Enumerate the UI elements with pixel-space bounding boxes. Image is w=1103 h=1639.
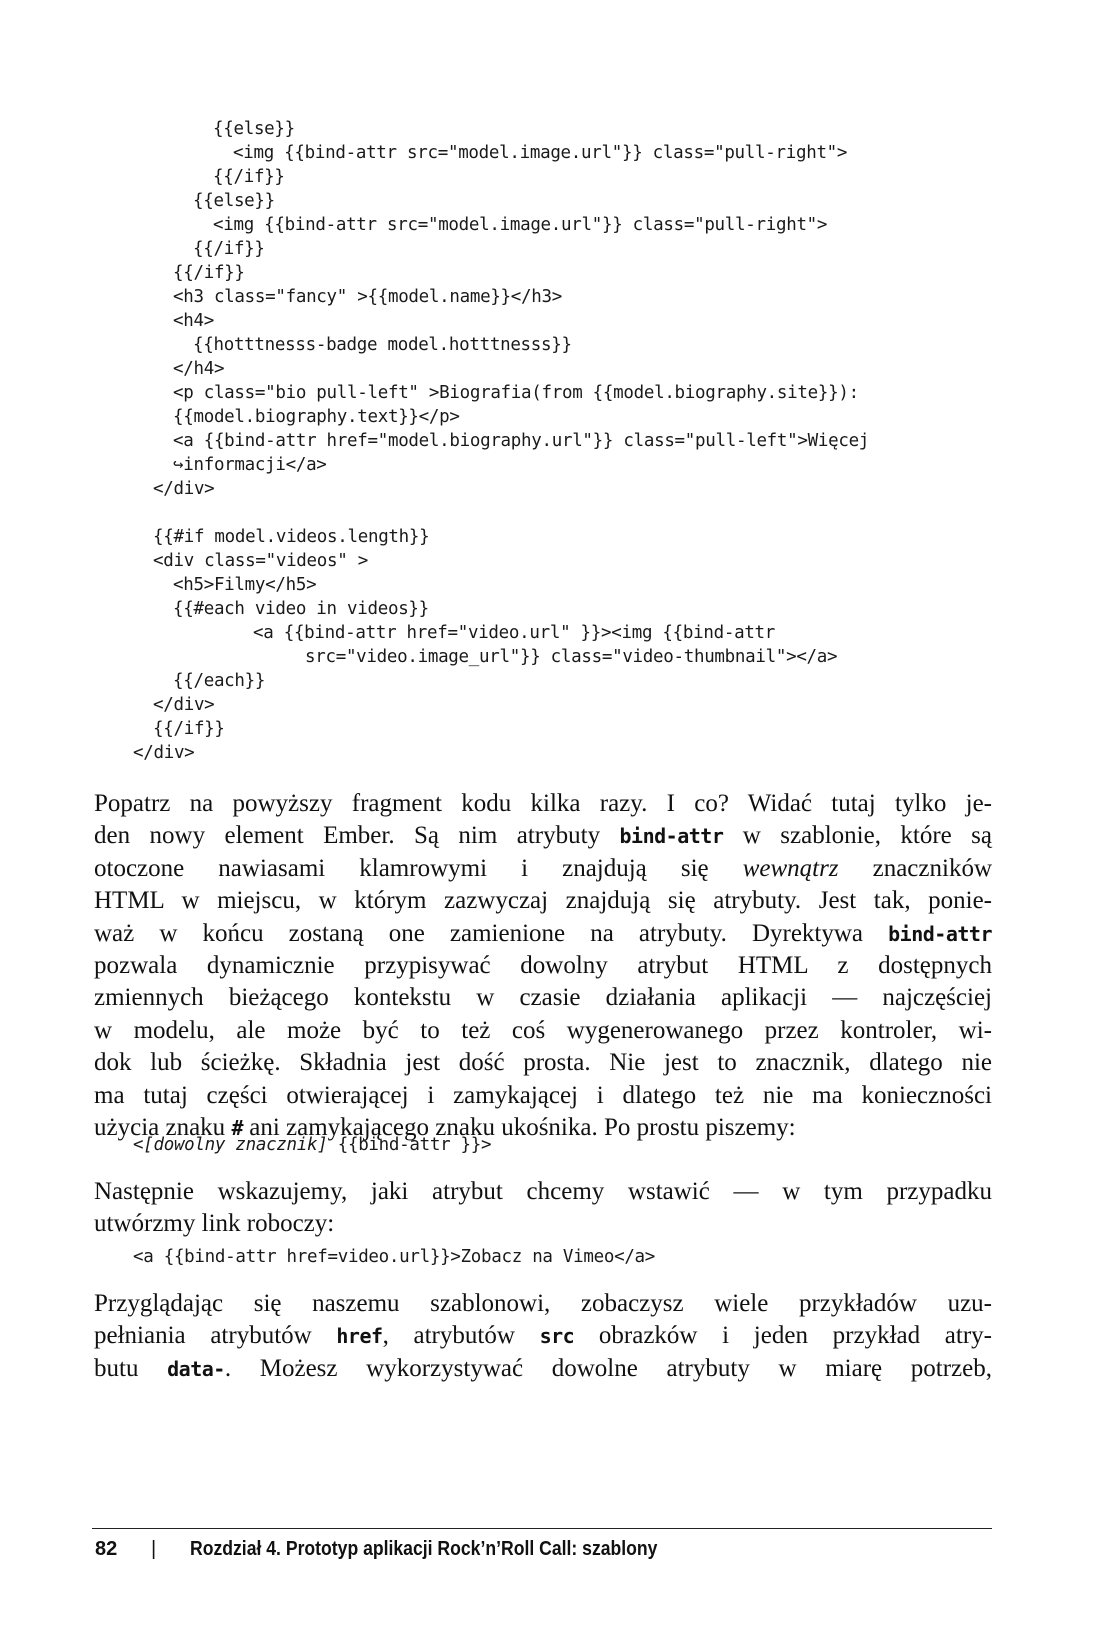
page-number: 82	[95, 1538, 118, 1560]
code-line: <h5>Filmy</h5>	[173, 575, 317, 595]
code-line: <h3 class="fancy" >{{model.name}}</h3>	[173, 287, 562, 307]
text-line: den nowy element Ember. Są nim atrybuty bind-attr w szablonie, które są	[94, 822, 992, 850]
text-line: Przyglądając się naszemu szablonowi, zobaczysz wiele przykładów uzu-	[94, 1290, 992, 1317]
emphasis: wewnątrz	[742, 854, 839, 882]
text-line: Popatrz na powyższy fragment kodu kilka razy. I co? Widać tutaj tylko je-	[94, 790, 992, 817]
paragraph-1	[94, 788, 992, 1144]
text-line: Następnie wskazujemy, jaki atrybut chcemy wstawić — w tym przypadku	[94, 1178, 992, 1205]
text-line: pozwala dynamicznie przypisywać dowolny atrybut HTML z dostępnych	[94, 951, 992, 979]
code-line: <p class="bio pull-left" >Biografia(from {{model.biography.site}}):	[173, 383, 859, 403]
text-line: zmiennych bieżącego kontekstu w czasie działania aplikacji — najczęściej	[94, 984, 992, 1012]
code-line: {{/if}}	[213, 167, 285, 187]
code-line: {{else}}	[193, 191, 275, 211]
inline-code: src	[539, 1324, 575, 1349]
code-example-1: <[dowolny znacznik] {{bind-attr }}>	[133, 1135, 492, 1155]
inline-code: bind-attr	[619, 824, 724, 849]
code-line: <a {{bind-attr href="model.biography.url"}} class="pull-left">Więcej	[173, 431, 870, 451]
text-line: utwórzmy link roboczy:	[94, 1210, 335, 1238]
text-line: użycia znaku # ani zamykającego znaku ukośnika. Po prostu piszemy:	[94, 1113, 796, 1141]
code-line: <div class="videos" >	[153, 551, 368, 571]
text-line: ma tutaj części otwierającej i zamykającej i dlatego też nie ma konieczności	[94, 1081, 992, 1109]
code-line: src="video.image_url"}} class="video-thumbnail"></a>	[305, 647, 838, 667]
code-line: {{#each video in videos}}	[173, 599, 429, 619]
footer-rule	[92, 1528, 992, 1529]
footer-separator: |	[151, 1538, 157, 1560]
code-line: {{/each}}	[173, 671, 266, 691]
code-line: {{model.biography.text}}</p>	[173, 407, 460, 427]
text-line: pełniania atrybutów href, atrybutów src obrazków i jeden przykład atry-	[94, 1322, 992, 1350]
code-line: </div>	[153, 479, 215, 499]
text-line: dok lub ścieżkę. Składnia jest dość prosta. Nie jest to znacznik, dlatego nie	[94, 1049, 992, 1077]
paragraph-3	[94, 1288, 992, 1385]
code-example-2: <a {{bind-attr href=video.url}}>Zobacz na Vimeo</a>	[133, 1247, 656, 1267]
inline-code: data-	[167, 1356, 225, 1381]
code-line: {{/if}}	[153, 719, 225, 739]
inline-code: bind-attr	[888, 921, 992, 946]
code-line: ↪informacji</a>	[173, 455, 327, 475]
code-line: <h4>	[173, 311, 214, 331]
text-line: otoczone nawiasami klamrowymi i znajdują się wewnątrz znaczników	[94, 854, 992, 882]
code-line: {{#if model.videos.length}}	[153, 527, 430, 547]
text-line: w modelu, ale może być to też coś wygenerowanego przez kontroler, wi-	[94, 1016, 992, 1044]
code-line: </h4>	[173, 359, 225, 379]
code-line: {{hotttnesss-badge model.hotttnesss}}	[193, 335, 572, 355]
text-line: butu data-. Możesz wykorzystywać dowolne atrybuty w miarę potrzeb,	[94, 1354, 992, 1382]
inline-code: #	[231, 1115, 243, 1140]
code-line: </div>	[153, 695, 215, 715]
code-line: {{/if}}	[193, 239, 265, 259]
text-line: waż w końcu zostaną one zamienione na atrybuty. Dyrektywa bind-attr	[94, 919, 992, 947]
code-line: </div>	[133, 743, 195, 763]
chapter-title: Rozdział 4. Prototyp aplikacji Rock’n’Roll Call: szablony	[190, 1538, 658, 1560]
inline-code: href	[336, 1324, 383, 1349]
code-line: {{else}}	[213, 119, 295, 139]
paragraph-2	[94, 1176, 992, 1241]
code-line: {{/if}}	[173, 263, 245, 283]
code-line: <img {{bind-attr src="model.image.url"}} class="pull-right">	[213, 215, 828, 235]
text-line: HTML w miejscu, w którym zazwyczaj znajdują się atrybuty. Jest tak, ponie-	[94, 887, 992, 915]
code-line: <img {{bind-attr src="model.image.url"}} class="pull-right">	[233, 143, 848, 163]
code-line: <a {{bind-attr href="video.url" }}><img {{bind-attr	[253, 623, 776, 643]
